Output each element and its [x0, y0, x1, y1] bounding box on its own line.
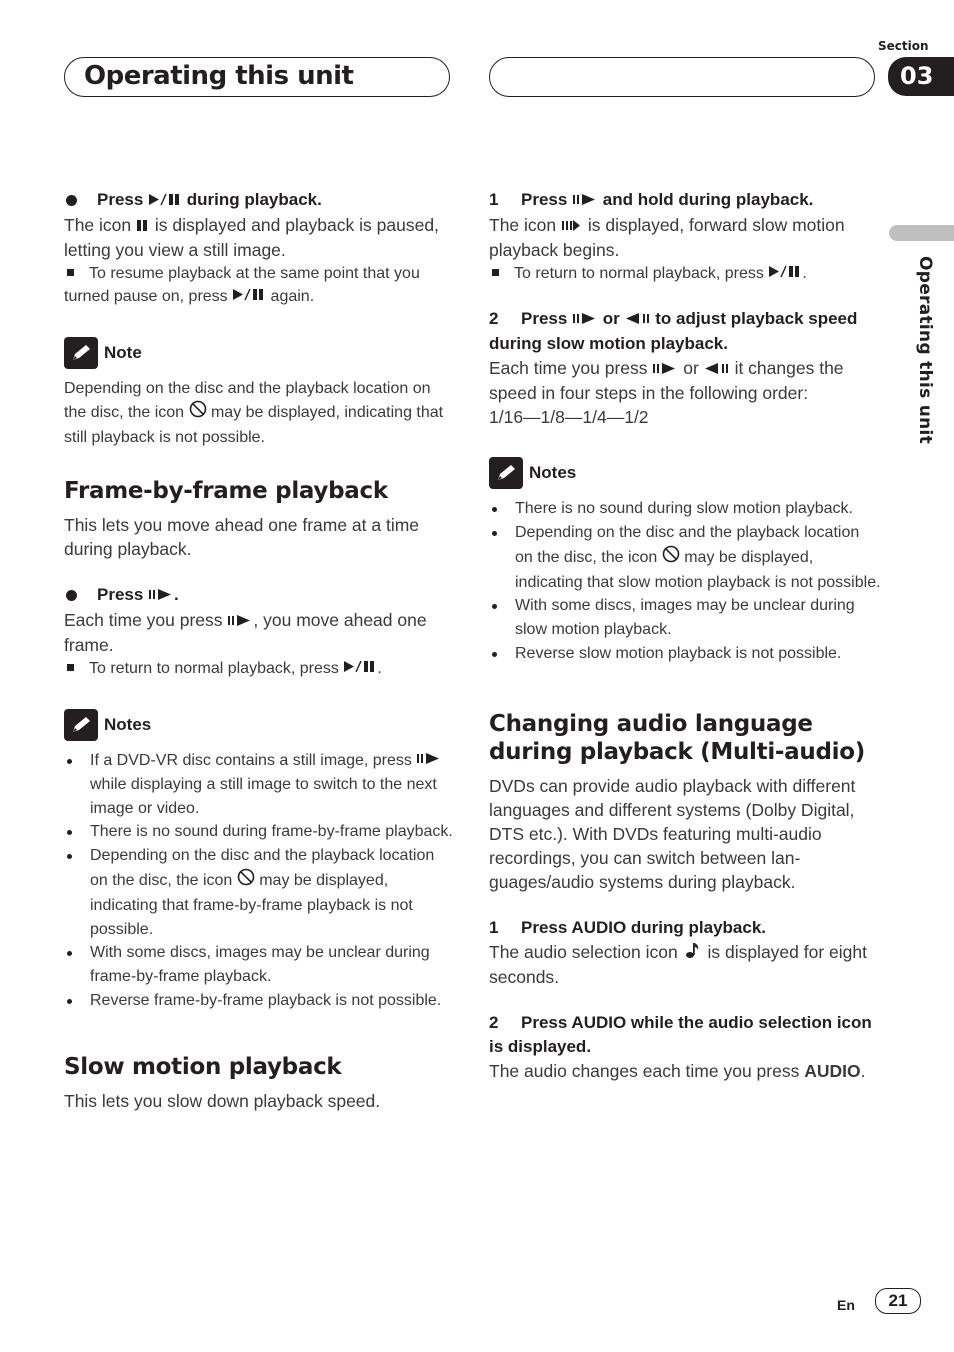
- pause-instruction: [64, 188, 456, 213]
- note-item-text: while displaying a still image to switch to the next image or video.: [90, 775, 437, 817]
- step-back-icon: [625, 308, 651, 332]
- bullet-dot: [492, 531, 497, 536]
- step-forward-icon: [652, 357, 678, 381]
- section-label: Section: [878, 39, 929, 53]
- note-text: [64, 377, 456, 450]
- step-number: 2: [489, 1013, 499, 1033]
- note-text-a: Depending on the disc and the playback location on the disc, the icon: [64, 379, 431, 422]
- slow-step-2: [489, 307, 881, 356]
- pause-sub-b: again.: [266, 288, 315, 306]
- list-item: [64, 941, 456, 989]
- frame-notes-list: [64, 749, 456, 1013]
- slow-step-2-body: [489, 356, 881, 405]
- frame-instruction: [64, 583, 456, 608]
- note-item-text: Depending on the disc and the playback location on the disc, the icon: [515, 524, 860, 567]
- audio-step1-lead: Press AUDIO during playback.: [521, 917, 766, 937]
- frame-body-b: , you move ahead one frame.: [64, 609, 427, 656]
- frame-lead-a: Press: [97, 585, 149, 605]
- slow-step-1: [489, 188, 881, 213]
- note-item-text: Depending on the disc and the playback location on the disc, the icon: [90, 847, 435, 890]
- frame-lead-b: .: [174, 585, 179, 605]
- play-pause-icon: [148, 189, 182, 213]
- note-item-text: If a DVD-VR disc contains a still image, press: [90, 751, 417, 769]
- prohibited-icon: [662, 545, 680, 571]
- step-forward-icon: [148, 584, 174, 608]
- audio-step-1-body: [489, 940, 881, 989]
- notes-heading: [489, 457, 881, 489]
- step-number: 1: [489, 190, 499, 209]
- frame-body: [64, 608, 456, 657]
- pause-body-a: The icon: [64, 214, 136, 235]
- step1-sub-a: To return to normal playback, press: [514, 264, 769, 282]
- note-item-text: With some discs, images may be unclear during frame-by-frame playback.: [90, 944, 430, 986]
- step2-lead-or: or: [598, 309, 625, 329]
- prohibited-icon: [189, 400, 207, 426]
- page-number: 21: [875, 1288, 921, 1314]
- pause-lead-b: during playback.: [182, 190, 322, 209]
- audio-intro: DVDs can provide audio playback with different languages and different systems (Dolby Digital, DTS etc.). With DVDs featuring multi-audio recordings, you can switch between languages/audio systems during playback.: [489, 775, 856, 892]
- step1-body-b: is displayed, forward slow motion playback begins.: [489, 214, 845, 260]
- note-text-b: may be displayed, indicating that still playback is not possible.: [64, 404, 444, 446]
- play-pause-icon: [232, 285, 266, 309]
- section-number: 03: [888, 57, 954, 96]
- prohibited-icon: [237, 868, 255, 894]
- bullet-dot: [67, 951, 72, 956]
- audio-step1-body-b: is displayed for eight seconds.: [489, 941, 867, 988]
- step-forward-icon: [572, 308, 598, 332]
- step2-lead-a: Press: [521, 309, 573, 329]
- note-item-text: may be displayed, indicating that slow motion playback is not possible.: [515, 549, 881, 591]
- step-back-icon: [704, 357, 730, 381]
- audio-step2-body-c: .: [860, 1061, 866, 1082]
- step2-lead-b: to adjust playback speed during slow motion playback.: [489, 309, 858, 353]
- play-pause-icon: [343, 657, 377, 681]
- slow-step-1-body: [489, 213, 881, 262]
- pause-resume-note: [64, 262, 456, 309]
- side-tab-marker: [889, 225, 954, 241]
- header-empty-frame: [489, 57, 875, 97]
- side-label: Operating this unit: [915, 256, 935, 445]
- slow-forward-icon: [561, 214, 583, 238]
- frame-body-a: Each time you press: [64, 609, 228, 630]
- note-label: Note: [104, 342, 142, 362]
- frame-sub-a: To return to normal playback, press: [89, 660, 344, 678]
- slow-motion-heading: Slow motion playback: [64, 1053, 342, 1080]
- left-column: [64, 188, 456, 1113]
- play-pause-icon: [768, 262, 802, 286]
- step2-body-b: it changes the speed in four steps in the following order:: [489, 357, 844, 404]
- audio-step2-lead: Press AUDIO while the audio selection icon is displayed.: [489, 1013, 872, 1057]
- slow-return-note: [489, 262, 881, 286]
- speed-order: 1/16—1/8—1/4—1/2: [489, 407, 649, 428]
- bullet-dot: [492, 507, 497, 512]
- list-item: [64, 989, 456, 1013]
- music-note-icon: [683, 941, 703, 965]
- step1-body-a: The icon: [489, 214, 561, 235]
- note-pencil-icon: [64, 709, 98, 741]
- bullet-dot: [492, 604, 497, 609]
- notes-heading: [64, 709, 456, 741]
- audio-step-1: [489, 916, 881, 940]
- audio-heading: Changing audio language during playback (Multi-audio): [489, 710, 865, 765]
- step1-sub-b: .: [802, 264, 807, 282]
- note-item-text: Reverse frame-by-frame playback is not possible.: [90, 991, 442, 1009]
- note-item-text: With some discs, images may be unclear during slow motion playback.: [515, 597, 855, 639]
- bullet-dot: [492, 652, 497, 657]
- step-number: 1: [489, 917, 499, 937]
- pause-sub-a: To resume playback at the same point that you turned pause on, press: [64, 264, 420, 306]
- bullet-dot: [67, 854, 72, 859]
- list-item: [64, 820, 456, 844]
- bullet-dot: [66, 590, 77, 601]
- step2-body-or: or: [678, 357, 704, 378]
- bullet-dot: [67, 759, 72, 764]
- list-item: [489, 521, 881, 594]
- language-code: En: [837, 1297, 855, 1313]
- list-item: [489, 594, 881, 642]
- bullet-dot: [67, 999, 72, 1004]
- notes-label: Notes: [104, 714, 152, 734]
- list-item: [489, 497, 881, 521]
- pause-body: [64, 213, 456, 262]
- pause-body-b: is displayed and playback is paused, letting you view a still image.: [64, 214, 439, 260]
- right-column: [489, 188, 881, 1083]
- square-bullet: [67, 269, 74, 276]
- audio-step-2: [489, 1011, 881, 1059]
- audio-button-label: AUDIO: [804, 1061, 861, 1082]
- note-item-text: Reverse slow motion playback is not possible.: [515, 645, 842, 663]
- step2-body-a: Each time you press: [489, 357, 653, 378]
- step-number: 2: [489, 309, 499, 329]
- step-forward-icon: [227, 609, 253, 633]
- bullet-dot: [67, 830, 72, 835]
- step-forward-icon: [572, 189, 598, 213]
- square-bullet: [67, 664, 74, 671]
- note-item-text: may be displayed, indicating that frame-by-frame playback is not possible.: [90, 872, 413, 938]
- page-title: Operating this unit: [84, 61, 354, 91]
- pause-icon: [136, 214, 150, 238]
- audio-step-2-body: [489, 1059, 881, 1083]
- list-item: [489, 642, 881, 666]
- frame-intro: This lets you move ahead one frame at a time during playback.: [64, 515, 420, 560]
- audio-step1-body-a: The audio selection icon: [489, 941, 683, 962]
- note-item-text: There is no sound during slow motion playback.: [515, 500, 853, 518]
- frame-sub-b: .: [377, 660, 382, 678]
- frame-return-note: [64, 657, 456, 681]
- audio-step2-body-a: The audio changes each time you press: [489, 1061, 805, 1082]
- bullet-dot: [66, 195, 77, 206]
- pause-lead-a: Press: [97, 190, 149, 209]
- frame-heading: Frame-by-frame playback: [64, 478, 388, 505]
- square-bullet: [492, 269, 499, 276]
- step1-lead-b: and hold during playback.: [598, 190, 814, 209]
- note-pencil-icon: [64, 337, 98, 369]
- note-item-text: There is no sound during frame-by-frame playback.: [90, 823, 453, 841]
- list-item: [64, 749, 456, 821]
- slow-notes-list: [489, 497, 881, 666]
- step-forward-icon: [416, 749, 442, 773]
- step1-lead-a: Press: [521, 190, 573, 209]
- list-item: [64, 844, 456, 941]
- note-pencil-icon: [489, 457, 523, 489]
- note-heading: [64, 337, 456, 369]
- slow-motion-intro: This lets you slow down playback speed.: [64, 1090, 381, 1111]
- notes-label: Notes: [529, 463, 577, 483]
